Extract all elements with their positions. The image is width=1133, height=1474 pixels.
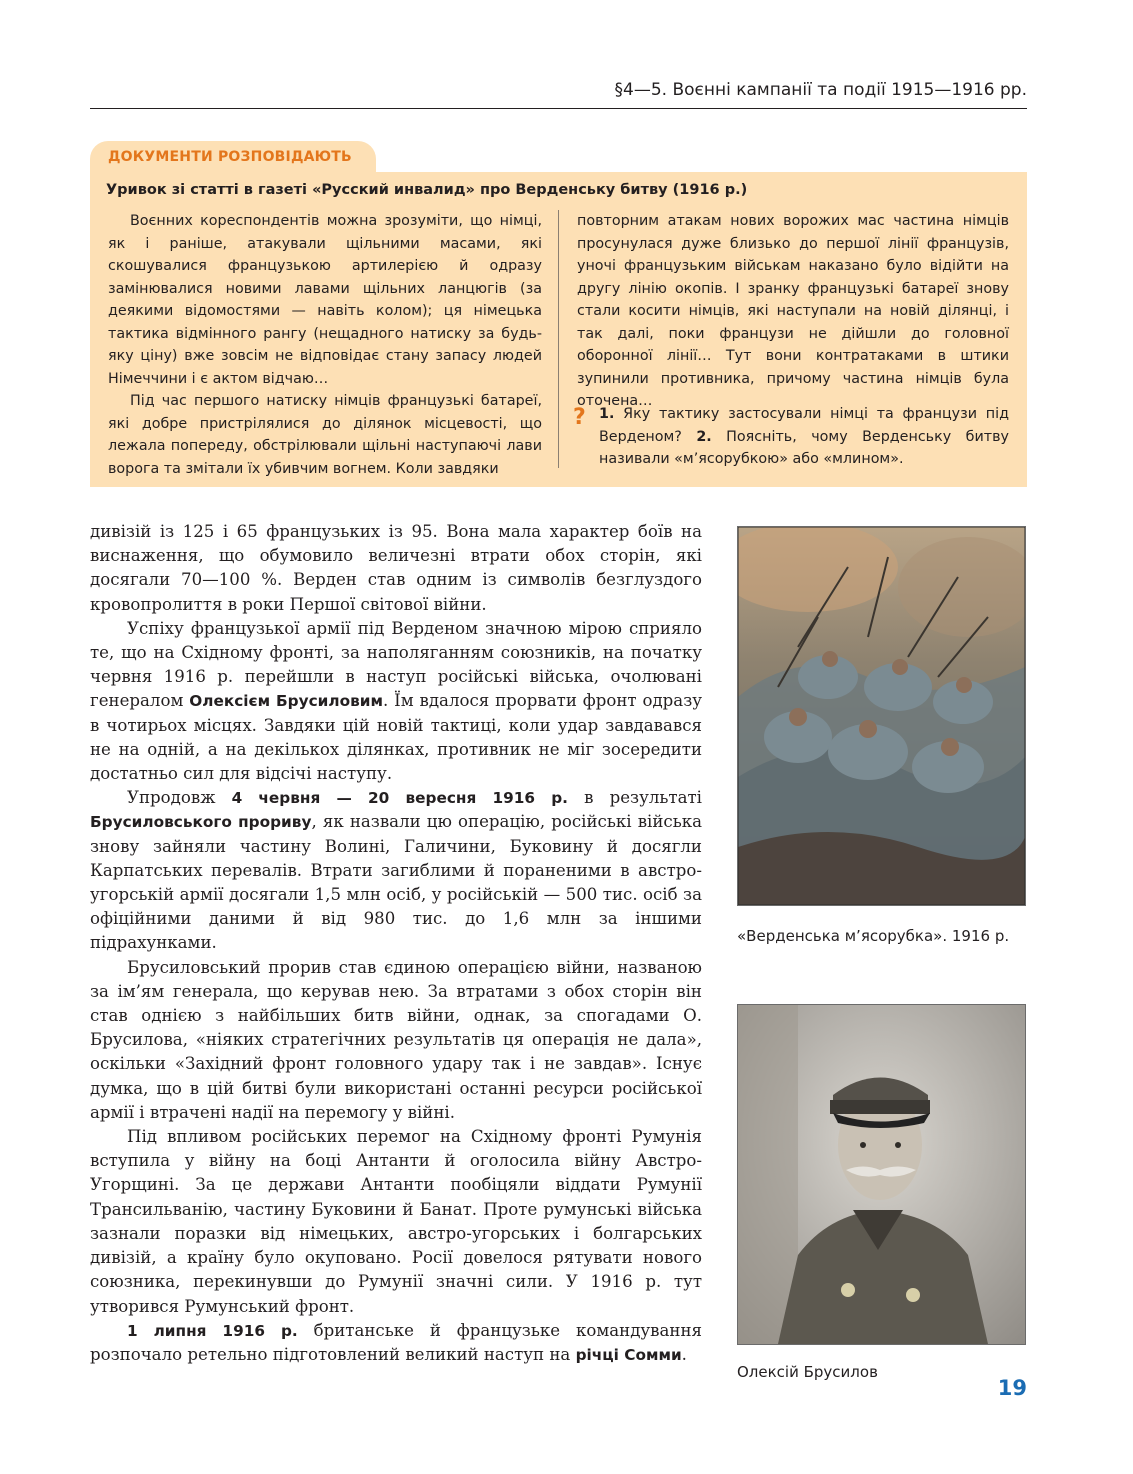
- documents-tab: [90, 141, 376, 172]
- brusilov-portrait-image: [738, 1005, 1025, 1344]
- verdun-painting-image: [738, 527, 1025, 905]
- main-paragraph-5: Під впливом російських перемог на Східному фронті Румунія вступила у війну на боці Антанти й оголосила війну Австро-Угорщині. За це держави Антанти пообіцяли віддати Румунії Трансильванію, частину Буковини й Банат. Проте румунські війська зазнали поразки від німецьких, австро-угорських і болгарських дивізій, а країну було окуповано. Росії довелося рятувати нового союзника, перекинувши до Румунії значні сили. У 1916 р. тут утворився Румунський фронт.: [90, 1127, 702, 1316]
- header-rule: [90, 108, 1027, 109]
- documents-tab-label: ДОКУМЕНТИ РОЗПОВІДАЮТЬ: [108, 149, 352, 165]
- main-paragraph-3-part-a: Упродовж: [127, 788, 232, 808]
- question-2-number: 2.: [696, 428, 712, 445]
- questions-text: [599, 403, 1009, 471]
- brusilov-dates: 4 червня — 20 вересня 1916 р.: [231, 789, 568, 808]
- question-2-text: Поясніть, чому Верденську битву називали «м’ясорубкою» або «млином».: [599, 428, 1009, 467]
- main-paragraph-6: [90, 1319, 702, 1367]
- main-paragraph-6-part-b: .: [681, 1344, 687, 1364]
- page-number: 19: [997, 1376, 1027, 1400]
- brusilov-name: Олексієм Брусиловим: [189, 692, 383, 711]
- running-header: §4—5. Воєнні кампанії та події 1915—1916 рр.: [614, 80, 1027, 100]
- document-paragraph-2: Під час першого натиску німців французькі батареї, які добре пристрілялися до ділянок місцевості, що лежала попереду, обстрілювали щільні наступаючі лави ворога та змітали їх убивчим вогнем. Коли завдяки: [108, 393, 542, 477]
- main-paragraph-1: дивізій із 125 і 65 французьких із 95. Вона мала характер боїв на виснаження, що обумовило величезні втрати обох сторін, які досягали 70—100 %. Верден став одним із символів безглуздого кровопролиття в роки Першої світової війни.: [90, 522, 702, 614]
- documents-box: [90, 141, 1027, 487]
- main-paragraph-2: [90, 617, 702, 786]
- caption-verdun-painting: «Верденська м’ясорубка». 1916 р.: [737, 927, 1010, 945]
- document-left-column: [108, 210, 542, 480]
- main-paragraph-3: [90, 786, 702, 955]
- documents-body: [90, 172, 1027, 487]
- main-paragraph-6-part-a: британське й французьке командування розпочало ретельно підготовлений великий наступ на: [90, 1320, 702, 1364]
- main-paragraph-2-part-b: . Їм вдалося прорвати фронт одразу в чотирьох місцях. Завдяки цій новій тактиці, коли удар завдавався не на одній, а на декількох ділянках, противник не міг зосередити достатньо сил для відсічі наступу.: [90, 691, 703, 784]
- document-right-column: [577, 210, 1009, 413]
- question-1-text: Яку тактику застосували німці та французи під Верденом?: [599, 406, 1009, 445]
- main-paragraph-2-part-a: Успіху французької армії під Верденом значною мірою сприяло те, що на Східному фронті, за наполяганням союзників, на початку червня 1916 р. перейшли в наступ російські війська, очолювані генералом: [90, 618, 702, 711]
- main-paragraph-4: Брусиловський прорив став єдиною операцією війни, названою за ім’ям генерала, що керував нею. За втратами з обох сторін він став однією з найбільших битв війни, однак, за спогадами О. Брусилова, «ніяких стратегічних результатів ця операція не дала», оскільки «Західний фронт головного удару так і не завдав». Існує думка, що в цій битві були використані останні ресурси російської армії і втрачені надії на перемогу у війні.: [90, 957, 702, 1122]
- question-1-number: 1.: [599, 406, 615, 422]
- column-divider: [558, 210, 559, 468]
- document-heading: Уривок зі статті в газеті «Русский инвалид» про Верденську битву (1916 р.): [106, 182, 748, 198]
- main-paragraph-3-part-c: , як назвали цю операцію, російські війська знову зайняли частину Волині, Галичини, Буковину й досягли Карпатських перевалів. Втрати загиблими й пораненими в австро-угорській армії досягали 1,5 млн осіб, у російській — 500 тис. осіб за офіційними даними й від 980 тис. до 1,6 млн за іншими підрахунками.: [90, 812, 702, 953]
- somme-river-term: річці Сомми: [575, 1345, 682, 1364]
- somme-date: 1 липня 1916 р.: [127, 1321, 298, 1340]
- document-paragraph-3: повторним атакам нових ворожих мас частина німців просунулася дуже близько до першої лінії французів, уночі французьким військам наказано було відійти на другу лінію окопів. І зранку французькі батареї знову стали косити німців, які наступали на новій ділянці, і так далі, поки французи не дійшли до головної оборонної лінії… Тут вони контратаками в штики зупинили противника, причому частина німців була оточена…: [577, 213, 1009, 409]
- main-text: [90, 520, 702, 1367]
- main-paragraph-3-part-b: в результаті: [567, 788, 702, 808]
- brusilov-portrait: [737, 1004, 1026, 1345]
- question-mark-icon: ?: [573, 405, 586, 430]
- verdun-battle-painting: [737, 526, 1026, 906]
- brusilov-breakthrough-term: Брусиловського прориву: [90, 813, 312, 832]
- caption-brusilov-portrait: Олексій Брусилов: [737, 1363, 878, 1381]
- document-paragraph-1: Воєнних кореспондентів можна зрозуміти, що німці, як і раніше, атакували щільними масами, які скошувалися французькою артилерією й одразу замінювалися новими лавами щільних ланцюгів (за деякими відомостями — навіть колом); ця німецька тактика відмінного рангу (нещадного натиску за будь-яку ціну) вже зовсім не відповідає стану запасу людей Німеччини і є актом відчаю…: [108, 213, 542, 387]
